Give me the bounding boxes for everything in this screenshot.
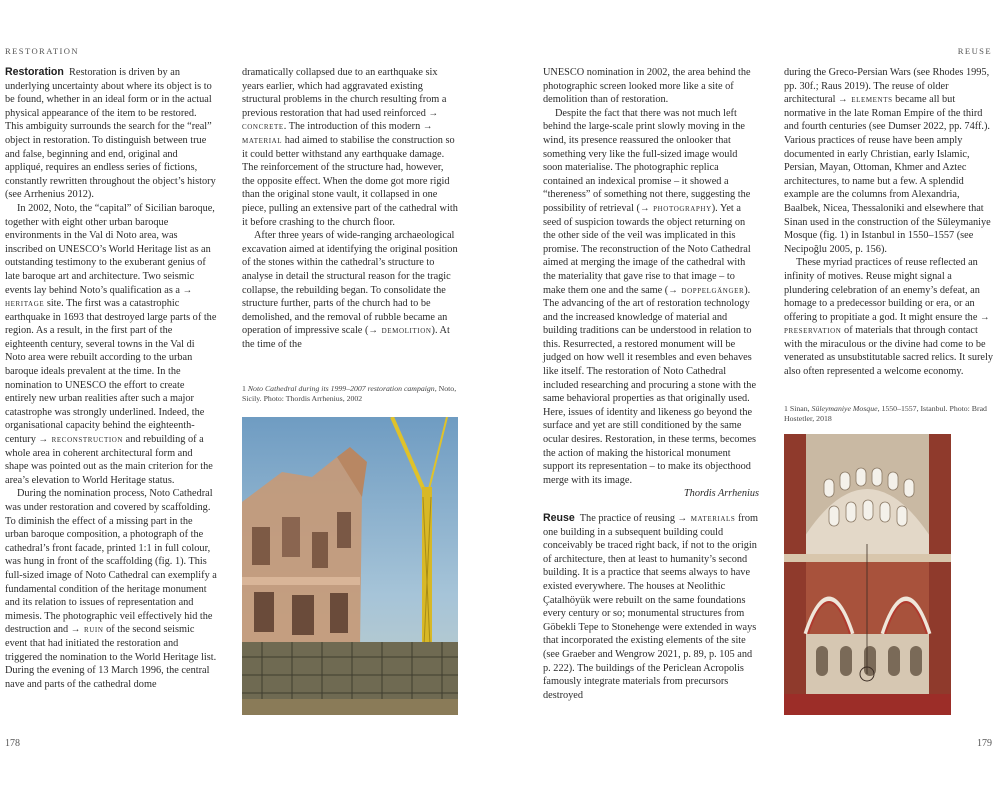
paragraph: In 2002, Noto, the “capital” of Sicilian baroque, together with eight other urban baroque environments in the Val di Noto area, was inscribed on UNESCO’s World Heritage list as an outstanding testimony to the exuberant genius of late baroque art and architecture. Two seismic events lay behind Noto’s qualification as a → heritage site. The first was a catastrophic earthquake in 1693 that destroyed large parts of the region. As a result, in the first part of the eighteenth century, several towns in the Val di Noto area were rebuilt according to the urban baroque ideals prevalent at the time. In the nomination to UNESCO the effort to create entirely new urban realities after such a major catastrophe was strongly underlined. Indeed, the organisational capacity behind the eighteenth-century → reconstruction and rebuilding of a whole area in coherent architectural form and shape was pointed out as the main criterion for the area’s elevation to World Heritage status. bbox=[5, 202, 217, 486]
paragraph: During the nomination process, Noto Cathedral was under restoration and covered by scaffolding. To diminish the effect of a missing part in the urban baroque composition, a photograph of the cathedral’s front facade, printed 1:1 in full colour, was hung in front of the scaffolding (fig. 1). This full-sized image of Noto Cathedral can exemplify a fundamental condition of the heritage monument and its relation to issues of representation and mimesis. The photographic veil effectively hid the destruction and → ruin of the second seismic event that had initiated the restoration and triggered the nomination to the World Heritage list. During the evening of 13 March 1996, the central nave and parts of the cathedral dome bbox=[5, 488, 217, 690]
column-1 bbox=[5, 66, 217, 691]
figure-caption-noto: 1 Noto Cathedral during its 1999–2007 restoration campaign, Noto, Sicily. Photo: Thordis Arrhenius, 2002 bbox=[242, 384, 457, 404]
cross-ref-heritage[interactable]: → heritage bbox=[5, 284, 193, 310]
paragraph: UNESCO nomination in 2002, the area behind the photographic screen looked more like a site of demolition than of restoration. bbox=[543, 67, 751, 106]
cross-ref-materials[interactable]: → materials bbox=[677, 513, 736, 524]
column-2 bbox=[242, 66, 458, 351]
paragraph: dramatically collapsed due to an earthquake six years earlier, which had aggravated existing structural problems in the church resulting from a previous restoration that had used reinforced → concrete. The introduction of this modern → material had aimed to stabilise the construction so it could better withstand any earthquake damage. The reinforcement of the structure had, however, the opposite effect. When the dome got more rigid than the original stone vault, it collapsed in one piece, pulling an extensive part of the cathedral with it before crashing to the church floor. bbox=[242, 67, 458, 228]
column-4 bbox=[784, 66, 996, 379]
page-number-right: 179 bbox=[977, 738, 992, 749]
column-3 bbox=[543, 66, 759, 702]
cross-ref-elements[interactable]: → elements bbox=[838, 94, 893, 106]
cross-ref-ruin[interactable]: → ruin bbox=[70, 624, 104, 636]
running-head-left: RESTORATION bbox=[5, 46, 79, 56]
paragraph: Despite the fact that there was not much left behind the large-scale print slowly moving in the wind, its presence reassured the onlooker that something very like the full-sized image would soon materialise. The photographic replica contained an indexical promise – it showed a “thereness” of something not there, suggesting the possibility of retrieval (→ photography). Yet a seed of suspicion towards the object returning on the other side of the veil was implicated in this promise. The reconstruction of the Noto Cathedral aimed at merging the image of the cathedral with the materiality that gave rise to that image – to make them one and the same (→ doppelgänger). The advancing of the art of restoration technology and the increased knowledge of material and building traditions can be understood in relation to this. Resurrected, a restored monument will be judged on how well it resembles and even behaves like itself. The restoration of Noto Cathedral included researching and procuring a stone with the same behavioral properties as that originally used. Here, issues of identity and likeness go beyond the surface and yet are still conditioned by the same ocular desires. Restoration, in these terms, becomes the action of making the historical monument support its representation – to make its objecthood merge with its image. bbox=[543, 107, 757, 486]
entry-heading-restoration: Restoration bbox=[5, 66, 64, 78]
cross-ref-demolition[interactable]: → demolition bbox=[368, 325, 432, 337]
page-number-left: 178 bbox=[5, 738, 20, 749]
running-head-right: REUSE bbox=[957, 46, 992, 56]
paragraph: during the Greco-Persian Wars (see Rhodes 1995, pp. 30f.; Raus 2019). The reuse of older architectural → elements became all but normative in the late Roman Empire of the third and fourth centuries (see Dumser 2022, pp. 74ff.). Various practices of reuse have been amply documented in early Christian, early Islamic, Persian, Mayan, Ottoman, Khmer and Aztec architectures, to name but a few. A splendid example are the columns from Alexandria, Baalbek, Nicea, Thessaloniki and elsewhere that Sinan used in the construction of the Süleymaniye Mosque (fig. 1) in Istanbul in 1550–1557 (see Necipoğlu 2005, p. 156). bbox=[784, 67, 991, 255]
photo-suleymaniye-mosque bbox=[784, 434, 951, 715]
cross-ref-preservation[interactable]: → preservation bbox=[784, 311, 991, 337]
cross-ref-doppelganger[interactable]: → doppelgänger bbox=[668, 284, 745, 296]
paragraph: Restoration Restoration is driven by an underlying uncertainty about where its object is to be found, whether in an ideal form or in the actual physical appearance of the item to be restored. This ambiguity surrounds the search for the “real” object in restoration. To distinguish between true and false, beginning and end, original and appliqué, requires an endless series of fictions, constantly rewritten throughout the object’s history (see Arrhenius 2012). bbox=[5, 66, 216, 201]
author-signature: Thordis Arrhenius bbox=[683, 488, 759, 500]
cross-ref-concrete[interactable]: → concrete bbox=[242, 107, 439, 133]
photo-noto-cathedral bbox=[242, 417, 458, 715]
paragraph: Reuse The practice of reusing → materials from one building in a subsequent building could conceivably be traced right back, if not to the origin of architecture, then at least to humanity’s second building. It is a practice that seems always to have existed everywhere. The houses at Neolithic Çatalhöyük were rebuilt on the same foundations every century or so; monumental structures from Göbekli Tepe to Stonehenge were extended in ways that incorporated the existing elements of the site (see Graeber and Wengrow 2021, p. 89, p. 105 and p. 222). The buildings of the Periclean Acropolis famously integrate materials from precursors destroyed bbox=[543, 512, 759, 701]
paragraph: These myriad practices of reuse reflected an infinity of motives. Reuse might signal a plundering celebration of an enemy’s defeat, an homage to a predecessor building or era, or an offering to propitiate a god. It might ensure the → preservation of materials that through contact with the miraculous or the divine had come to be venerated as unsubstitutable sacred relics. It surely also often represented a welcome economy. bbox=[784, 257, 994, 378]
figure-caption-suleymaniye: 1 Sinan, Süleymaniye Mosque, 1550–1557, Istanbul. Photo: Brad Hostetler, 2018 bbox=[784, 404, 987, 424]
entry-heading-reuse: Reuse bbox=[543, 512, 575, 524]
paragraph: After three years of wide-ranging archaeological excavation aimed at identifying the original position of the stones within the cathedral’s structure to analyse in detail the structural reason for the tragic collapse, the rebuilding began. To consolidate the structure further, parts of the church had to be demolished, and the removal of rubble became an operation of impressive scale (→ demolition). At the time of the bbox=[242, 230, 458, 350]
cross-ref-photography[interactable]: → photography bbox=[639, 202, 712, 214]
cross-ref-reconstruction[interactable]: → reconstruction bbox=[38, 434, 124, 446]
cross-ref-material[interactable]: → material bbox=[242, 121, 434, 146]
